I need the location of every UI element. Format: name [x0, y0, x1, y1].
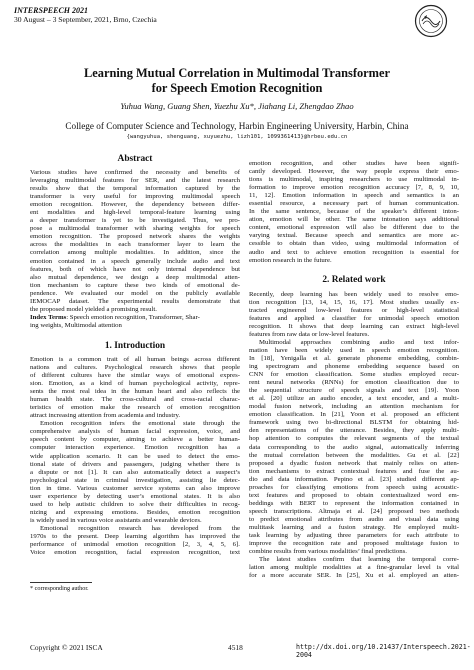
text-line: In [18], Yenigalla et al. generate phoneme embedding, combin-: [249, 354, 459, 362]
text-line: proaches for classifying emotions from speech using acoustic-: [249, 483, 459, 491]
index-terms-label: Index Terms: [30, 313, 67, 321]
abstract-heading: Abstract: [117, 154, 153, 164]
text-line: ation, emotion will be other. The same intonation says additional: [249, 216, 459, 224]
footnote-rule: [30, 582, 92, 583]
text-line: transformer is very useful for improving multimodal speech: [30, 193, 240, 201]
title-line: for Speech Emotion Recognition: [151, 80, 323, 95]
text-line: recognition. It shows that deep learning can extract high-level: [249, 322, 459, 330]
text-line: features from raw data or low-level features.: [249, 330, 370, 338]
author-emails: {wangyuhua, shenguang, xuyuezhu, lizh101, 1099361413}@hrbeu.edu.cn: [126, 134, 348, 140]
text-line: formation to improve emotion recognition accuracy [7, 8, 9, 10,: [249, 184, 459, 192]
related-work-heading: 2. Related work: [322, 274, 386, 285]
text-line: also mutual dependence, we design a deep multimodal atten-: [30, 273, 240, 281]
text-line: wide application scenario. It can be used to detect the emo-: [30, 452, 240, 460]
related-paragraph-1: [249, 291, 459, 339]
text-line: modal fusion network, including an attention mechanism for: [249, 403, 459, 411]
text-line: proposed a dyadic fusion network that mainly relies on atten-: [249, 459, 459, 467]
text-line: Multimodal approaches combining audio and text infor-: [259, 338, 459, 346]
text-line: pendence. We evaluated our model on the publicly available: [30, 289, 240, 297]
author-list: Yuhua Wang, Guang Shen, Yuezhu Xu*, Jiahang Li, Zhengdao Zhao: [120, 101, 354, 111]
text-line: dio and data information. Pepino et al. [23] studied different ap-: [249, 475, 459, 483]
text-line: Voice emotion recognition, facial expression recognition, text: [30, 549, 240, 557]
introduction-heading: 1. Introduction: [104, 340, 166, 351]
text-line: task learning by adjusting three parameters for each attribute to: [249, 532, 459, 540]
text-line: the proposed model yielded a promising result.: [30, 305, 157, 313]
text-line: sion. Emotion, as a kind of human psychological activity, repre-: [30, 380, 240, 388]
right-column: [249, 160, 459, 580]
text-line: 1970s to the present. Deep learning algorithm has improved the: [30, 532, 240, 540]
text-line: tions is multimodal, inspiring researchers to use multimodal in-: [249, 176, 459, 184]
copyright-notice: Copyright © 2021 ISCA: [30, 643, 103, 652]
text-line: text features and proposed to obtain contextualized word em-: [249, 491, 459, 499]
text-line: emotion classification. In [21], Yoon et al. proposed an efficient: [249, 411, 459, 419]
text-line: IEMOCAP dataset. The experimental results demonstrate that: [30, 297, 240, 305]
text-line: Emotional recognition research has developed from the: [40, 524, 240, 532]
text-line: Recently, deep learning has been widely used to resolve emo-: [249, 290, 459, 298]
text-line: CNN for emotion classification. Some studies employed recur-: [249, 371, 459, 379]
text-line: of different cultures have the similar ways of emotional expres-: [30, 372, 240, 380]
text-line: Emotion recognition infers the emotional state through the: [40, 420, 240, 428]
text-line: user experience by detecting user’s emotional states. It is also: [30, 492, 240, 500]
text-line: den representations of the utterance. Besides, they apply multi-: [249, 427, 459, 435]
right-paragraph-1: [249, 160, 459, 265]
text-line: content, emotional expression will also be different due to the: [249, 224, 459, 232]
left-column: [30, 152, 240, 557]
text-line: tracted engineered low-level features or high-level statistical: [249, 306, 459, 314]
text-line: computer interaction experience. Emotion recognition has a: [30, 444, 240, 452]
text-line: human health state. The cross-cultural and cross-racial charac-: [30, 396, 240, 404]
text-line: emotion recognition. The proposed network shares the weights: [30, 233, 240, 241]
title-line: Learning Mutual Correlation in Multimodal Transformer: [84, 66, 390, 80]
abstract-body: [30, 169, 240, 314]
text-line: speech transcriptions. Altmaja et al. [24] proposed two methods: [249, 507, 459, 515]
isca-logo-icon: [414, 4, 448, 38]
text-line: Emotion is a common trait of all human beings across different: [30, 355, 240, 363]
text-line: 11, 12]. Emotion information in speech and semantics is an: [249, 192, 459, 200]
text-line: results show that the temporal information captured by the: [30, 185, 240, 193]
text-line: used to help autistic children to solve their difficulties in recog-: [30, 500, 240, 508]
text-line: tion in time. Various customer service systems can also improve: [30, 484, 240, 492]
text-line: teristics of emotion make the research of emotion recognition: [30, 404, 240, 412]
text-line: essential resource, a necessary part of human communication.: [249, 200, 459, 208]
text-line: emotion recognition, and other studies have been signifi-: [249, 160, 459, 167]
text-line: leveraging multimodal features for SER, and the latest research: [30, 177, 240, 185]
intro-paragraph-3: [30, 525, 240, 557]
text-line: cantly developed. However, the way people express their emo-: [249, 168, 459, 176]
text-line: tion mechanism to capture these two kinds of emotional de-: [30, 281, 240, 289]
text-line: The latest studies confirm that learning the temporal corre-: [259, 556, 459, 564]
affiliation: College of Computer Science and Technology, Harbin Engineering University, Harbin, China: [65, 121, 409, 131]
text-line: data corresponding to the audio signal, automatically inferring: [249, 443, 459, 451]
text-line: performance of unimodal emotion recognition [2, 3, 4, 5, 6].: [30, 541, 240, 549]
text-line: psychological state in criminal investigation, assisting lie detec-: [30, 476, 240, 484]
page-number: 4518: [228, 643, 243, 652]
conference-name: INTERSPEECH 2021: [14, 6, 89, 15]
text-line: framework using two bi-directional BLSTM for obtaining hid-: [249, 419, 459, 427]
doi-link[interactable]: http://dx.doi.org/10.21437/Interspeech.2021-2004: [296, 643, 471, 659]
text-line: comprehensive analysis of human facial expression, voice, and: [30, 428, 240, 436]
text-line: for a more accurate SER. In [25], Xu et al. employed an atten-: [249, 572, 459, 580]
conference-date-location: 30 August – 3 September, 2021, Brno, Czechia: [14, 15, 157, 24]
text-line: beddings with BERT to represent the information contained in: [249, 499, 459, 507]
text-line: a deeper transformer is yet to be investigated. Thus, we pro-: [30, 217, 240, 225]
index-terms-continued: ing weights, Multimodal attention: [30, 321, 122, 329]
text-line: pose a multimodal transformer with sharing weights for speech: [30, 225, 240, 233]
text-line: to predict emotional attributes from audio and visual data using: [249, 515, 459, 523]
text-line: combine results from various modalities’ final predictions.: [249, 548, 407, 556]
text-line: the mutual correlation between the modalities. Gu et al. [22]: [249, 451, 459, 459]
text-line: audio and text to achieve emotion recognition is essential for: [249, 248, 459, 256]
text-line: multitask learning and a fusion strategy. He employed multi-: [249, 523, 459, 531]
paper-title: [0, 66, 474, 95]
text-line: mation have been widely used in speech emotion recognition.: [249, 346, 459, 354]
footnote: * corresponding author.: [30, 585, 89, 592]
text-line: In the same sentence, because of the speaker’s different inton-: [249, 208, 459, 216]
text-line: hop attention to computes the relevant segments of the textual: [249, 435, 459, 443]
text-line: tional state of drivers and passengers, judging whether there is: [30, 460, 240, 468]
text-line: ent modalities and high-level temporal-feature learning using: [30, 209, 240, 217]
text-line: emotion contained in a speech generally include audio and text: [30, 257, 240, 265]
text-line: sents the most real idea in the human heart and also reflects the: [30, 388, 240, 396]
text-line: emotion recognition. However, the dependency between differ-: [30, 201, 240, 209]
text-line: cessible to obtain than video, using multimodal information of: [249, 240, 459, 248]
text-line: is widely used in various voice assistants and wearable devices.: [30, 516, 202, 524]
text-line: nizing and expressing emotions. Besides, emotion recognition: [30, 508, 240, 516]
text-line: tion mechanisms to extract contextual features and fuse the au-: [249, 467, 459, 475]
text-line: emotion research in the future.: [249, 256, 332, 264]
text-line: a dispute or not [1]. It can also automatically detect a suspect’s: [30, 468, 240, 476]
text-line: Various studies have confirmed the necessity and benefits of: [30, 169, 240, 176]
text-line: features, both of which have not only internal dependence but: [30, 265, 240, 273]
text-line: tion recognition [13, 14, 15, 16, 17]. Most studies usually ex-: [249, 298, 459, 306]
text-line: varying textual. Because speech and semantics are more ac-: [249, 232, 459, 240]
index-terms-text: : Speech emotion recognition, Transformer, Shar-: [66, 313, 200, 321]
text-line: speech content by computer, aiming to achieve a better human-: [30, 436, 240, 444]
text-line: rent neural networks (RNNs) for emotion classification due to: [249, 379, 459, 387]
text-line: across the modalities in each transformer layer to learn the: [30, 241, 240, 249]
text-line: features and applied a classifier for unimodal speech emotion: [249, 314, 459, 322]
intro-paragraph-2: [30, 420, 240, 525]
text-line: ing spectrogram and phoneme embedding sequence based on: [249, 363, 459, 371]
text-line: attract increasing attention from academia and industry.: [30, 412, 181, 420]
text-line: correlation among multiple modalities. In addition, since the: [30, 249, 240, 257]
related-paragraph-3: [249, 556, 459, 580]
related-paragraph-2: [249, 339, 459, 556]
intro-paragraph-1: [30, 356, 240, 420]
text-line: the sequential structure of speech signals and text [19]. Yoon: [249, 387, 459, 395]
index-terms: [30, 314, 240, 322]
text-line: improve the recognition rate and proposed multistage fusion to: [249, 540, 459, 548]
text-line: lation among multiple modalities at a fine-granular level is vital: [249, 564, 459, 572]
text-line: nations and cultures. Psychological research shows that people: [30, 363, 240, 371]
text-line: et al. [20] utilize an audio encoder, a text encoder, and a multi-: [249, 395, 459, 403]
